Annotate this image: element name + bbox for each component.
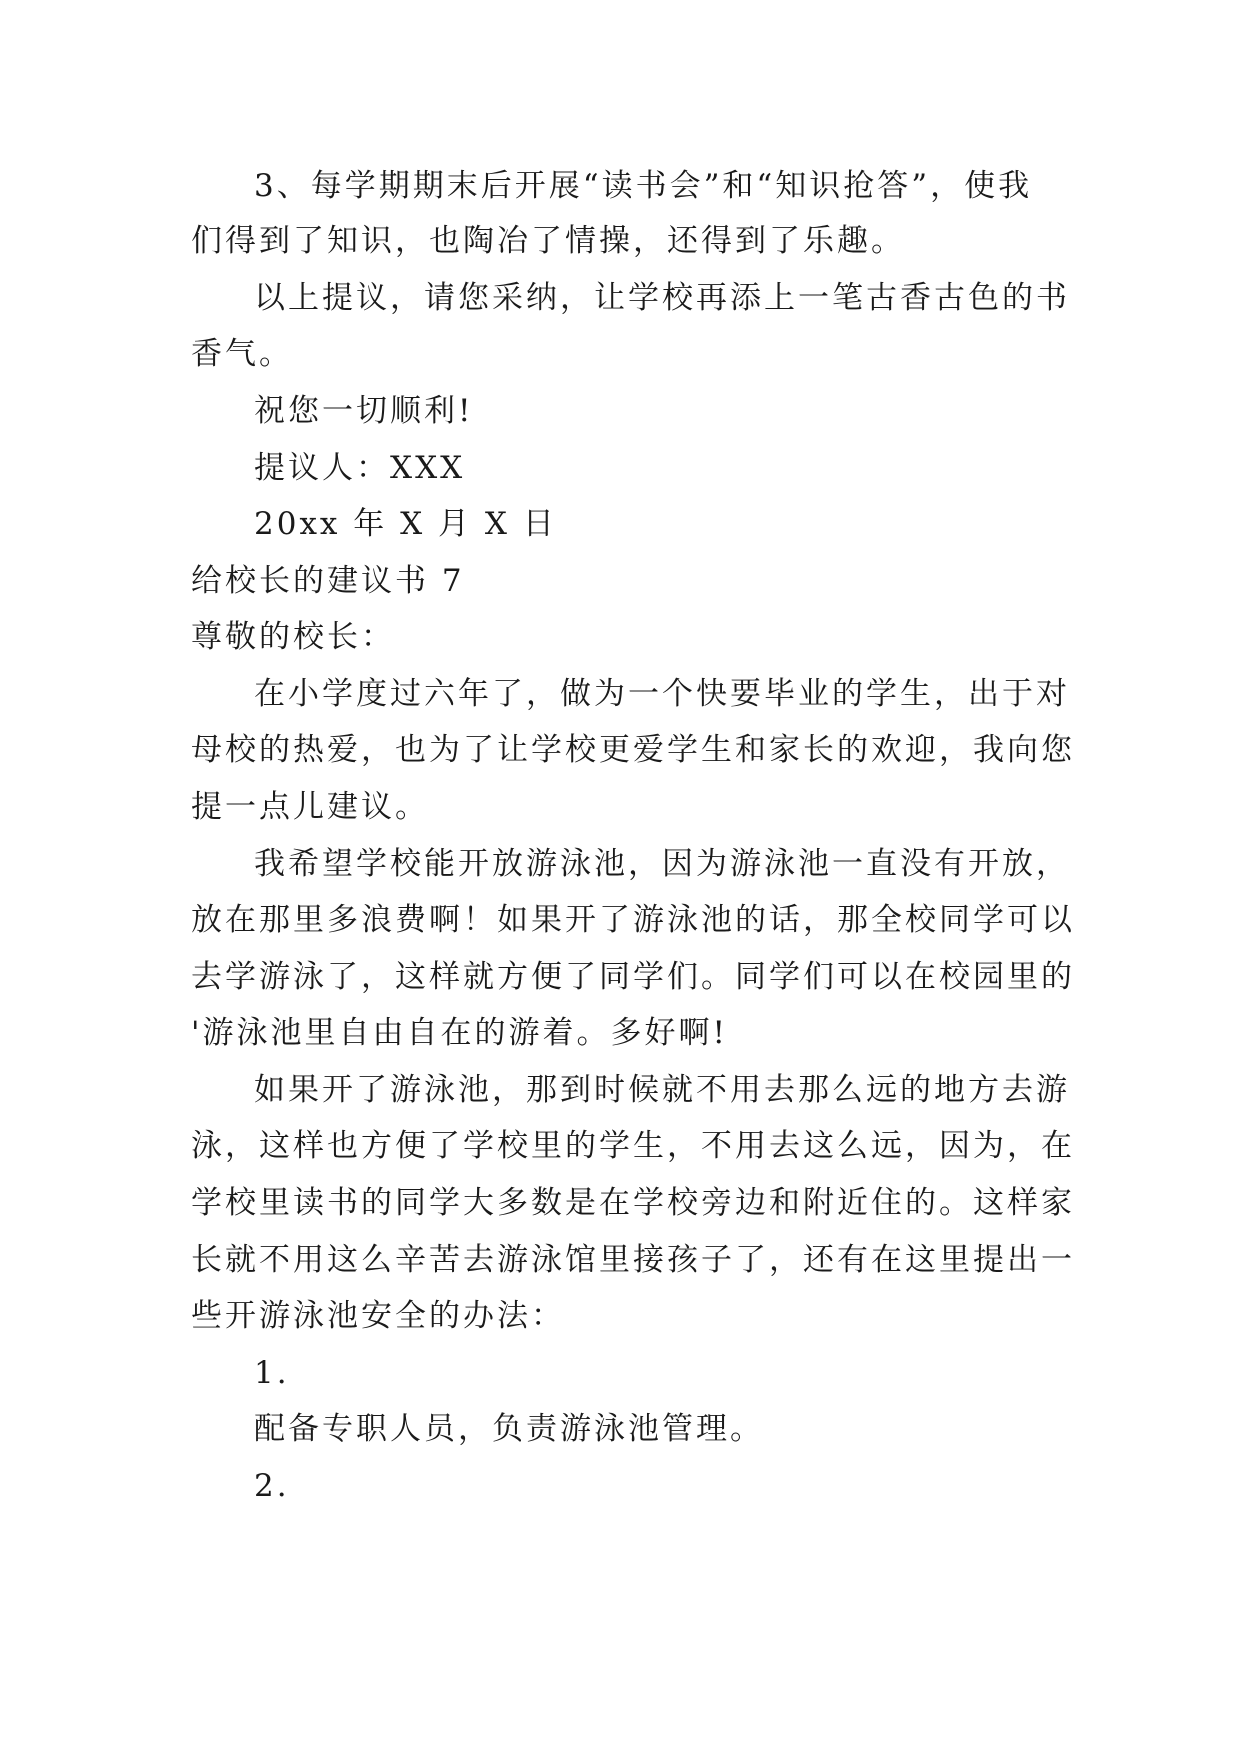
paragraph-line: 在小学度过六年了，做为一个快要毕业的学生，出于对 — [254, 676, 1070, 712]
paragraph-line: 学校里读书的同学大多数是在学校旁边和附近住的。这样家 — [191, 1185, 1075, 1221]
paragraph-line: 们得到了知识，也陶冶了情操，还得到了乐趣。 — [191, 223, 905, 259]
date-line: 20xx 年 X 月 X 日 — [254, 506, 557, 542]
paragraph-line: 长就不用这么辛苦去游泳馆里接孩子了，还有在这里提出一 — [191, 1242, 1075, 1278]
paragraph-line: '游泳池里自由自在的游着。多好啊! — [191, 1015, 728, 1051]
paragraph-line: 3、每学期期末后开展“读书会”和“知识抢答”，使我 — [254, 168, 1033, 204]
paragraph-line: 我希望学校能开放游泳池，因为游泳池一直没有开放， — [254, 846, 1070, 882]
paragraph-line: 去学游泳了，这样就方便了同学们。同学们可以在校园里的 — [191, 959, 1075, 995]
paragraph-line: 泳，这样也方便了学校里的学生，不用去这么远，因为，在 — [191, 1128, 1075, 1164]
paragraph-line: 放在那里多浪费啊！如果开了游泳池的话，那全校同学可以 — [191, 902, 1075, 938]
closing-wish: 祝您一切顺利! — [254, 393, 474, 429]
paragraph-line: 香气。 — [191, 336, 293, 372]
list-item: 配备专职人员，负责游泳池管理。 — [254, 1411, 764, 1447]
salutation: 尊敬的校长： — [191, 619, 395, 655]
paragraph-line: 提一点儿建议。 — [191, 789, 429, 825]
proposer-line: 提议人：XXX — [254, 450, 466, 486]
list-number: 1. — [254, 1355, 290, 1391]
paragraph-line: 些开游泳池安全的办法： — [191, 1298, 565, 1334]
list-number: 2. — [254, 1468, 290, 1504]
section-title: 给校长的建议书 7 — [191, 563, 465, 599]
paragraph-line: 以上提议，请您采纳，让学校再添上一笔古香古色的书 — [254, 280, 1070, 316]
paragraph-line: 如果开了游泳池，那到时候就不用去那么远的地方去游 — [254, 1072, 1070, 1108]
paragraph-line: 母校的热爱，也为了让学校更爱学生和家长的欢迎，我向您 — [191, 732, 1075, 768]
